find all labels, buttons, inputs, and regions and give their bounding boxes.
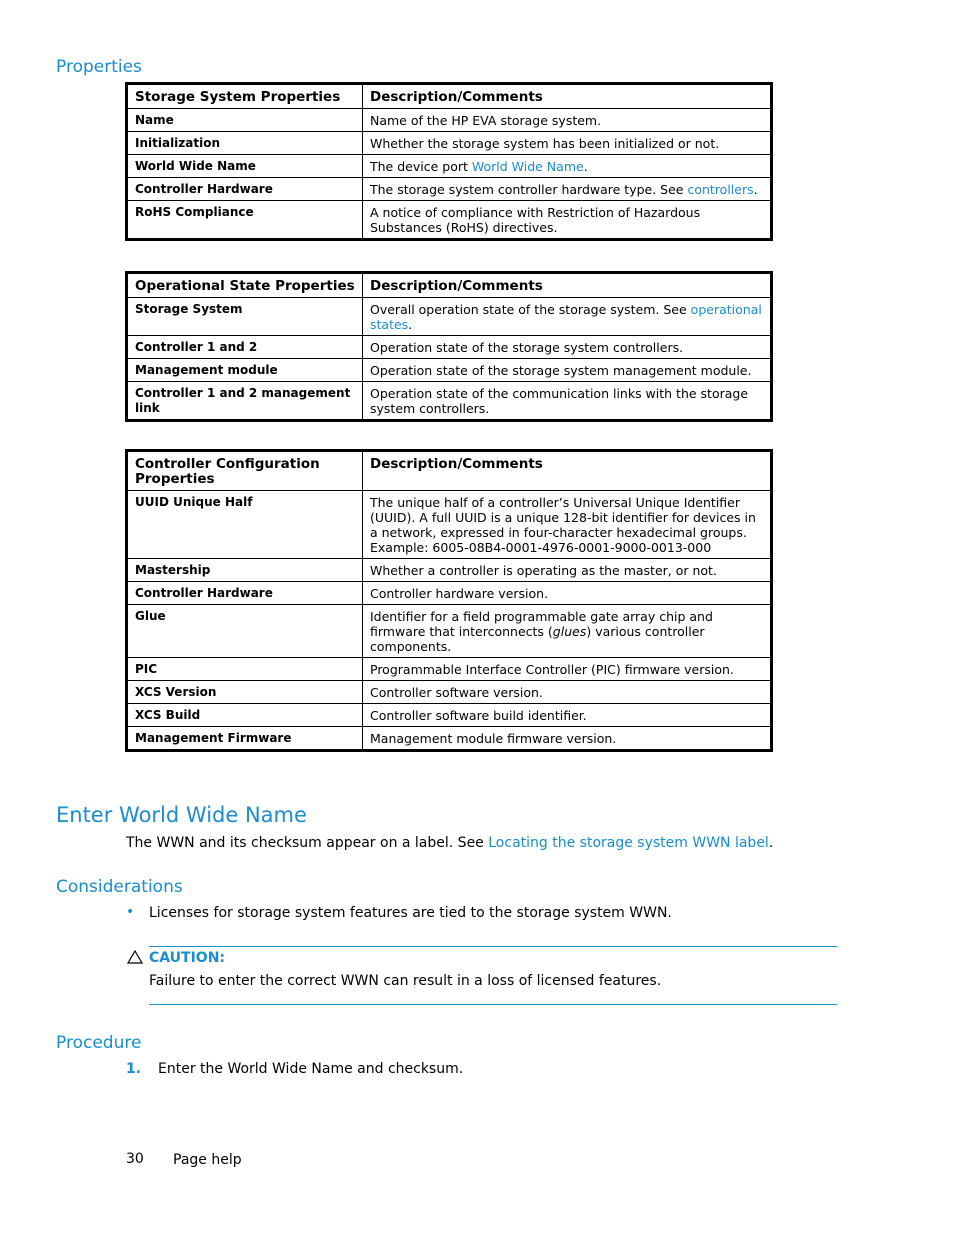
enter-wwn-heading: Enter World Wide Name	[56, 803, 307, 827]
property-description	[363, 605, 772, 658]
caution-top-rule	[149, 946, 837, 947]
table-row	[127, 658, 772, 681]
property-description	[363, 178, 772, 201]
table-row	[127, 178, 772, 201]
property-name: Storage System	[127, 298, 363, 336]
property-name: Glue	[127, 605, 363, 658]
property-description: Whether the storage system has been initialized or not.	[363, 132, 772, 155]
property-name: Controller Hardware	[127, 178, 363, 201]
table-row	[127, 109, 772, 132]
caution-text: Failure to enter the correct WWN can result in a loss of licensed features.	[149, 973, 662, 989]
world-wide-name-link[interactable]: World Wide Name	[471, 159, 584, 174]
property-description: The unique half of a controller’s Universal Unique Identifier (UUID). A full UUID is a unique 128-bit identifier for devices in a network, expressed in four-character hexadecimal groups. Example: 6005-08B4-0001-4976-0001-9000-0013-000	[363, 491, 772, 559]
table-row	[127, 382, 772, 421]
enter-wwn-paragraph	[126, 834, 773, 852]
table-row	[127, 704, 772, 727]
property-name: Controller Hardware	[127, 582, 363, 605]
property-name: XCS Build	[127, 704, 363, 727]
property-name: Management Firmware	[127, 727, 363, 751]
property-description: Programmable Interface Controller (PIC) firmware version.	[363, 658, 772, 681]
description-text: ) various controller components.	[370, 624, 705, 654]
description-text: Identifier for a field programmable gate array chip and firmware that interconnects (	[370, 609, 713, 639]
property-description: A notice of compliance with Restriction of Hazardous Substances (RoHS) directives.	[363, 201, 772, 240]
property-name: Mastership	[127, 559, 363, 582]
description-text: Overall operation state of the storage system. See	[370, 302, 691, 317]
property-description	[363, 298, 772, 336]
description-italic: glues	[552, 624, 587, 639]
table-header-row	[127, 273, 772, 298]
step-text: Enter the World Wide Name and checksum.	[158, 1061, 464, 1077]
description-text: .	[408, 317, 413, 332]
caution-bottom-rule	[149, 1004, 837, 1005]
table-row	[127, 155, 772, 178]
table-header-cell: Description/Comments	[363, 451, 772, 491]
table-row	[127, 491, 772, 559]
procedure-heading: Procedure	[56, 1033, 142, 1053]
operational-state-table	[125, 271, 773, 422]
property-description: Management module firmware version.	[363, 727, 772, 751]
table-row	[127, 298, 772, 336]
property-description: Operation state of the storage system management module.	[363, 359, 772, 382]
property-name: Controller 1 and 2	[127, 336, 363, 359]
table-header-row	[127, 84, 772, 109]
table-row	[127, 336, 772, 359]
table-row	[127, 132, 772, 155]
property-name: Controller 1 and 2 management link	[127, 382, 363, 421]
property-name: Initialization	[127, 132, 363, 155]
list-item: Licenses for storage system features are tied to the storage system WWN.	[149, 905, 672, 921]
property-name: World Wide Name	[127, 155, 363, 178]
table-row	[127, 359, 772, 382]
table-header-cell: Description/Comments	[363, 273, 772, 298]
description-text: The storage system controller hardware type. See	[370, 182, 688, 197]
table-header-cell: Operational State Properties	[127, 273, 363, 298]
storage-properties-table	[125, 82, 773, 241]
page-help-link[interactable]: Page help	[173, 1152, 242, 1168]
page-number: 30	[126, 1151, 144, 1167]
description-text: .	[753, 182, 758, 197]
table-row	[127, 605, 772, 658]
caution-label: CAUTION:	[149, 950, 226, 966]
table-row	[127, 201, 772, 240]
property-name: RoHS Compliance	[127, 201, 363, 240]
description-text: The device port	[370, 159, 472, 174]
operational-states-link[interactable]: operational states	[370, 302, 762, 332]
wwn-label-link[interactable]: Locating the storage system WWN label	[488, 835, 769, 851]
table-header-cell: Storage System Properties	[127, 84, 363, 109]
paragraph-text: .	[768, 835, 774, 851]
properties-heading: Properties	[56, 57, 142, 77]
table-header-cell: Controller Configuration Properties	[127, 451, 363, 491]
bullet-icon: •	[126, 904, 135, 920]
controllers-link[interactable]: controllers	[687, 182, 754, 197]
controller-configuration-table	[125, 449, 773, 752]
table-header-row	[127, 451, 772, 491]
warning-triangle-icon	[127, 950, 143, 968]
property-name: UUID Unique Half	[127, 491, 363, 559]
table-row	[127, 559, 772, 582]
description-text: .	[583, 159, 588, 174]
table-header-cell: Description/Comments	[363, 84, 772, 109]
property-name: PIC	[127, 658, 363, 681]
property-description: Controller software build identifier.	[363, 704, 772, 727]
step-number: 1.	[126, 1061, 142, 1077]
property-description: Whether a controller is operating as the master, or not.	[363, 559, 772, 582]
property-name: Name	[127, 109, 363, 132]
paragraph-text: The WWN and its checksum appear on a label. See	[126, 835, 489, 851]
property-description: Controller software version.	[363, 681, 772, 704]
table-row	[127, 681, 772, 704]
property-name: Management module	[127, 359, 363, 382]
table-row	[127, 727, 772, 751]
property-description: Operation state of the storage system controllers.	[363, 336, 772, 359]
considerations-heading: Considerations	[56, 877, 183, 897]
property-description	[363, 155, 772, 178]
property-name: XCS Version	[127, 681, 363, 704]
property-description: Operation state of the communication links with the storage system controllers.	[363, 382, 772, 421]
property-description: Name of the HP EVA storage system.	[363, 109, 772, 132]
table-row	[127, 582, 772, 605]
property-description: Controller hardware version.	[363, 582, 772, 605]
